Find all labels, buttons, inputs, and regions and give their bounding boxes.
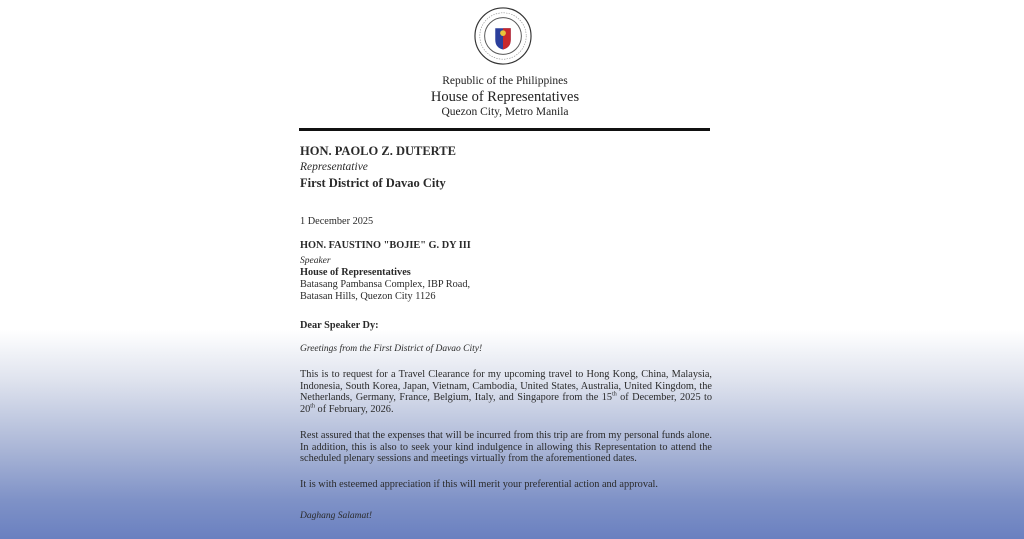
salutation: Dear Speaker Dy: <box>300 320 379 331</box>
recipient-address-2: Batasan Hills, Quezon City 1126 <box>300 291 436 302</box>
closing: Daghang Salamat! <box>300 511 373 521</box>
republic-line: Republic of the Philippines <box>442 75 568 87</box>
header-divider <box>299 128 710 131</box>
para1-text-b: of December, 2025 to 20 <box>300 392 713 415</box>
para1-text-a: This is to request for a Travel Clearance for my upcoming travel to Hong Kong, China, Malaysia, Indonesia, South Korea, Japan, Vietnam, Cambodia, United States, Australia, United Kingdom, the Netherlands, Germany, France, Belgium, Italy, and Singapore from the 15 <box>300 369 712 404</box>
sender-district: First District of Davao City <box>300 176 446 190</box>
letter-date: 1 December 2025 <box>300 216 374 227</box>
paragraph-travel-request <box>300 369 712 415</box>
location-line: Quezon City, Metro Manila <box>441 106 569 118</box>
recipient-address-1: Batasang Pambansa Complex, IBP Road, <box>300 279 471 290</box>
recipient-title: Speaker <box>300 256 331 266</box>
para1-sup2: th <box>310 403 315 410</box>
paragraph-expenses: Rest assured that the expenses that will be incurred from this trip are from my personal funds alone. In addition, this is also to seek your kind indulgence in allowing this Representation to attend the scheduled plenary sessions and meetings virtually from the aforementioned dates. <box>300 430 712 465</box>
house-seal-logo <box>474 7 532 65</box>
sender-name: HON. PAOLO Z. DUTERTE <box>300 144 456 158</box>
sender-title: Representative <box>300 161 368 173</box>
paragraph-appreciation: It is with esteemed appreciation if this will merit your preferential action and approval. <box>300 479 658 490</box>
para1-sup1: th <box>612 391 617 398</box>
recipient-office: House of Representatives <box>300 267 411 278</box>
recipient-name: HON. FAUSTINO "BOJIE" G. DY III <box>300 240 471 251</box>
house-line: House of Representatives <box>430 89 580 105</box>
para1-text-c: of February, 2026. <box>314 403 394 415</box>
greeting: Greetings from the First District of Davao City! <box>300 344 483 354</box>
